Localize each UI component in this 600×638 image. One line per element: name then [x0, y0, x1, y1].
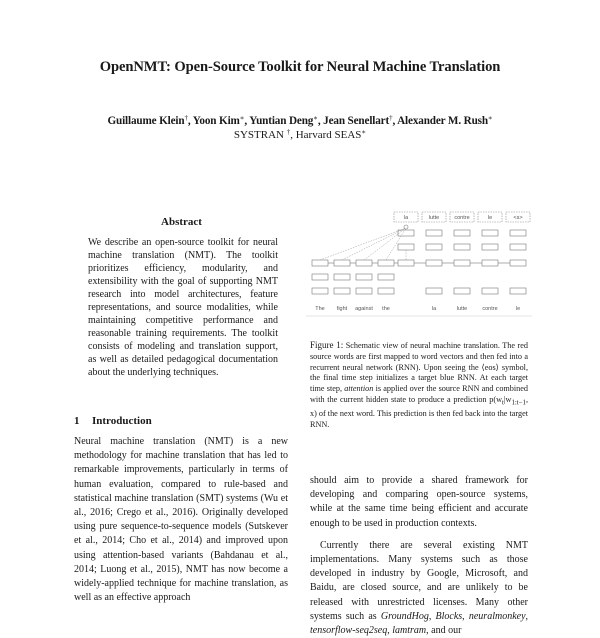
- paper-title: OpenNMT: Open-Source Toolkit for Neural Machine Translation: [99, 59, 501, 75]
- paragraph: Currently there are several existing NMT implementations. Many systems such as those developed in industry by Google, Microsoft, and Baidu, are closed source, and are unlikely to be released with unrestricted licenses. Many other systems such as GroundHog, Blocks, neuralmonkey, tensorflow-seq2seq, lamtram, and our: [310, 539, 529, 637]
- affiliation-mark: †: [286, 128, 291, 136]
- target-word: la: [403, 215, 409, 221]
- nmt-schematic-figure: [306, 210, 532, 322]
- affiliation-org: SYSTRAN: [233, 129, 284, 141]
- intro-left-column: Neural machine translation (NMT) is a new methodology for machine translation that has led to remarkable improvements, particularly in terms of human evaluation, compared to rule-based and statistical machine translation (SMT) systems (Wu et al., 2016; Crego et al., 2016). Originally developed using pure sequence-to-sequence models (Sutskever et al., 2014; Cho et al., 2014) and improved upon using attention-based variants (Bahdanau et al., 2014; Luong et al., 2015), NMT has now become a widely-applied technique for machine translation, as well as an effective approach: [74, 436, 288, 604]
- abstract-body: We describe an open-source toolkit for neural machine translation (NMT). The toolkit prioritizes efficiency, modularity, and extensibility with the goal of supporting NMT research into model architectures, feature representations, and source modalities, while maintaining competitive performance and reasonable training requirements. The toolkit consists of modeling and translation support, as well as detailed pedagogical documentation about the underlying techniques.: [88, 237, 278, 378]
- author-mark: †: [184, 114, 188, 122]
- attention-node: [404, 225, 408, 229]
- figure-caption: Figure 1: Schematic view of neural machine translation. The red source words are first mapped to word vectors and then fed into a recurrent neural network (RNN). Upon seeing the ⟨eos⟩ symbol, the final time step initializes a target blue RNN. At each target time step, attention is applied over the source RNN and combined with the current hidden state to produce a prediction $p(w_t|w_{1:t-1}$, x) of the next word. This prediction is then fed back into the target RNN.: [310, 340, 529, 430]
- abstract-heading: Abstract: [161, 216, 202, 228]
- tool-name: neuralmonkey: [468, 610, 526, 622]
- author-name: Guillaume Klein: [107, 115, 185, 127]
- target-word-row: [394, 212, 530, 222]
- target-word: <s>: [513, 215, 523, 221]
- target-word: lutte: [428, 215, 440, 221]
- tool-name: Blocks: [435, 610, 463, 622]
- source-word: le: [515, 306, 521, 312]
- author-name: Alexander M. Rush: [397, 115, 488, 127]
- author-name: Yuntian Deng: [249, 115, 314, 127]
- attention-lines: [320, 228, 406, 260]
- source-word: the: [382, 306, 390, 312]
- source-word: fight: [336, 306, 348, 312]
- source-word: lutte: [456, 306, 468, 312]
- author-mark: ∗: [487, 114, 493, 122]
- author-mark: †: [389, 114, 393, 122]
- target-rnn: [398, 230, 526, 266]
- tool-name: lamtram: [392, 625, 427, 637]
- target-word: contre: [454, 215, 470, 221]
- source-word: against: [355, 306, 373, 312]
- author-mark: ∗: [313, 114, 318, 122]
- section-title: Introduction: [92, 415, 152, 427]
- author-mark: ∗: [239, 114, 245, 122]
- source-word: la: [431, 306, 437, 312]
- figure-label: Figure 1:: [310, 340, 344, 350]
- author-list: Guillaume Klein†, Yoon Kim∗, Yuntian Deng∗, Jean Senellart†, Alexander M. Rush∗: [107, 114, 493, 127]
- author-name: Yoon Kim: [192, 115, 240, 127]
- author-name: Jean Senellart: [323, 115, 390, 127]
- affiliations: SYSTRAN †, Harvard SEAS∗: [233, 128, 367, 141]
- section-number: 1: [74, 415, 80, 427]
- tool-name: GroundHog: [380, 610, 429, 622]
- intro-right-column: [310, 474, 528, 638]
- source-word: contre: [482, 306, 498, 312]
- tool-name: tensorflow-seq2seq: [310, 625, 388, 637]
- affiliation-org: Harvard SEAS: [295, 129, 362, 141]
- source-word-row: [315, 306, 520, 312]
- affiliation-mark: ∗: [361, 128, 367, 136]
- source-word: The: [315, 306, 325, 312]
- section-heading: [74, 415, 152, 427]
- target-word: le: [487, 215, 493, 221]
- paragraph: should aim to provide a shared framework for developing and comparing open-source systems, while at the same time being efficient and accurate enough to be used in production contexts.: [310, 475, 528, 529]
